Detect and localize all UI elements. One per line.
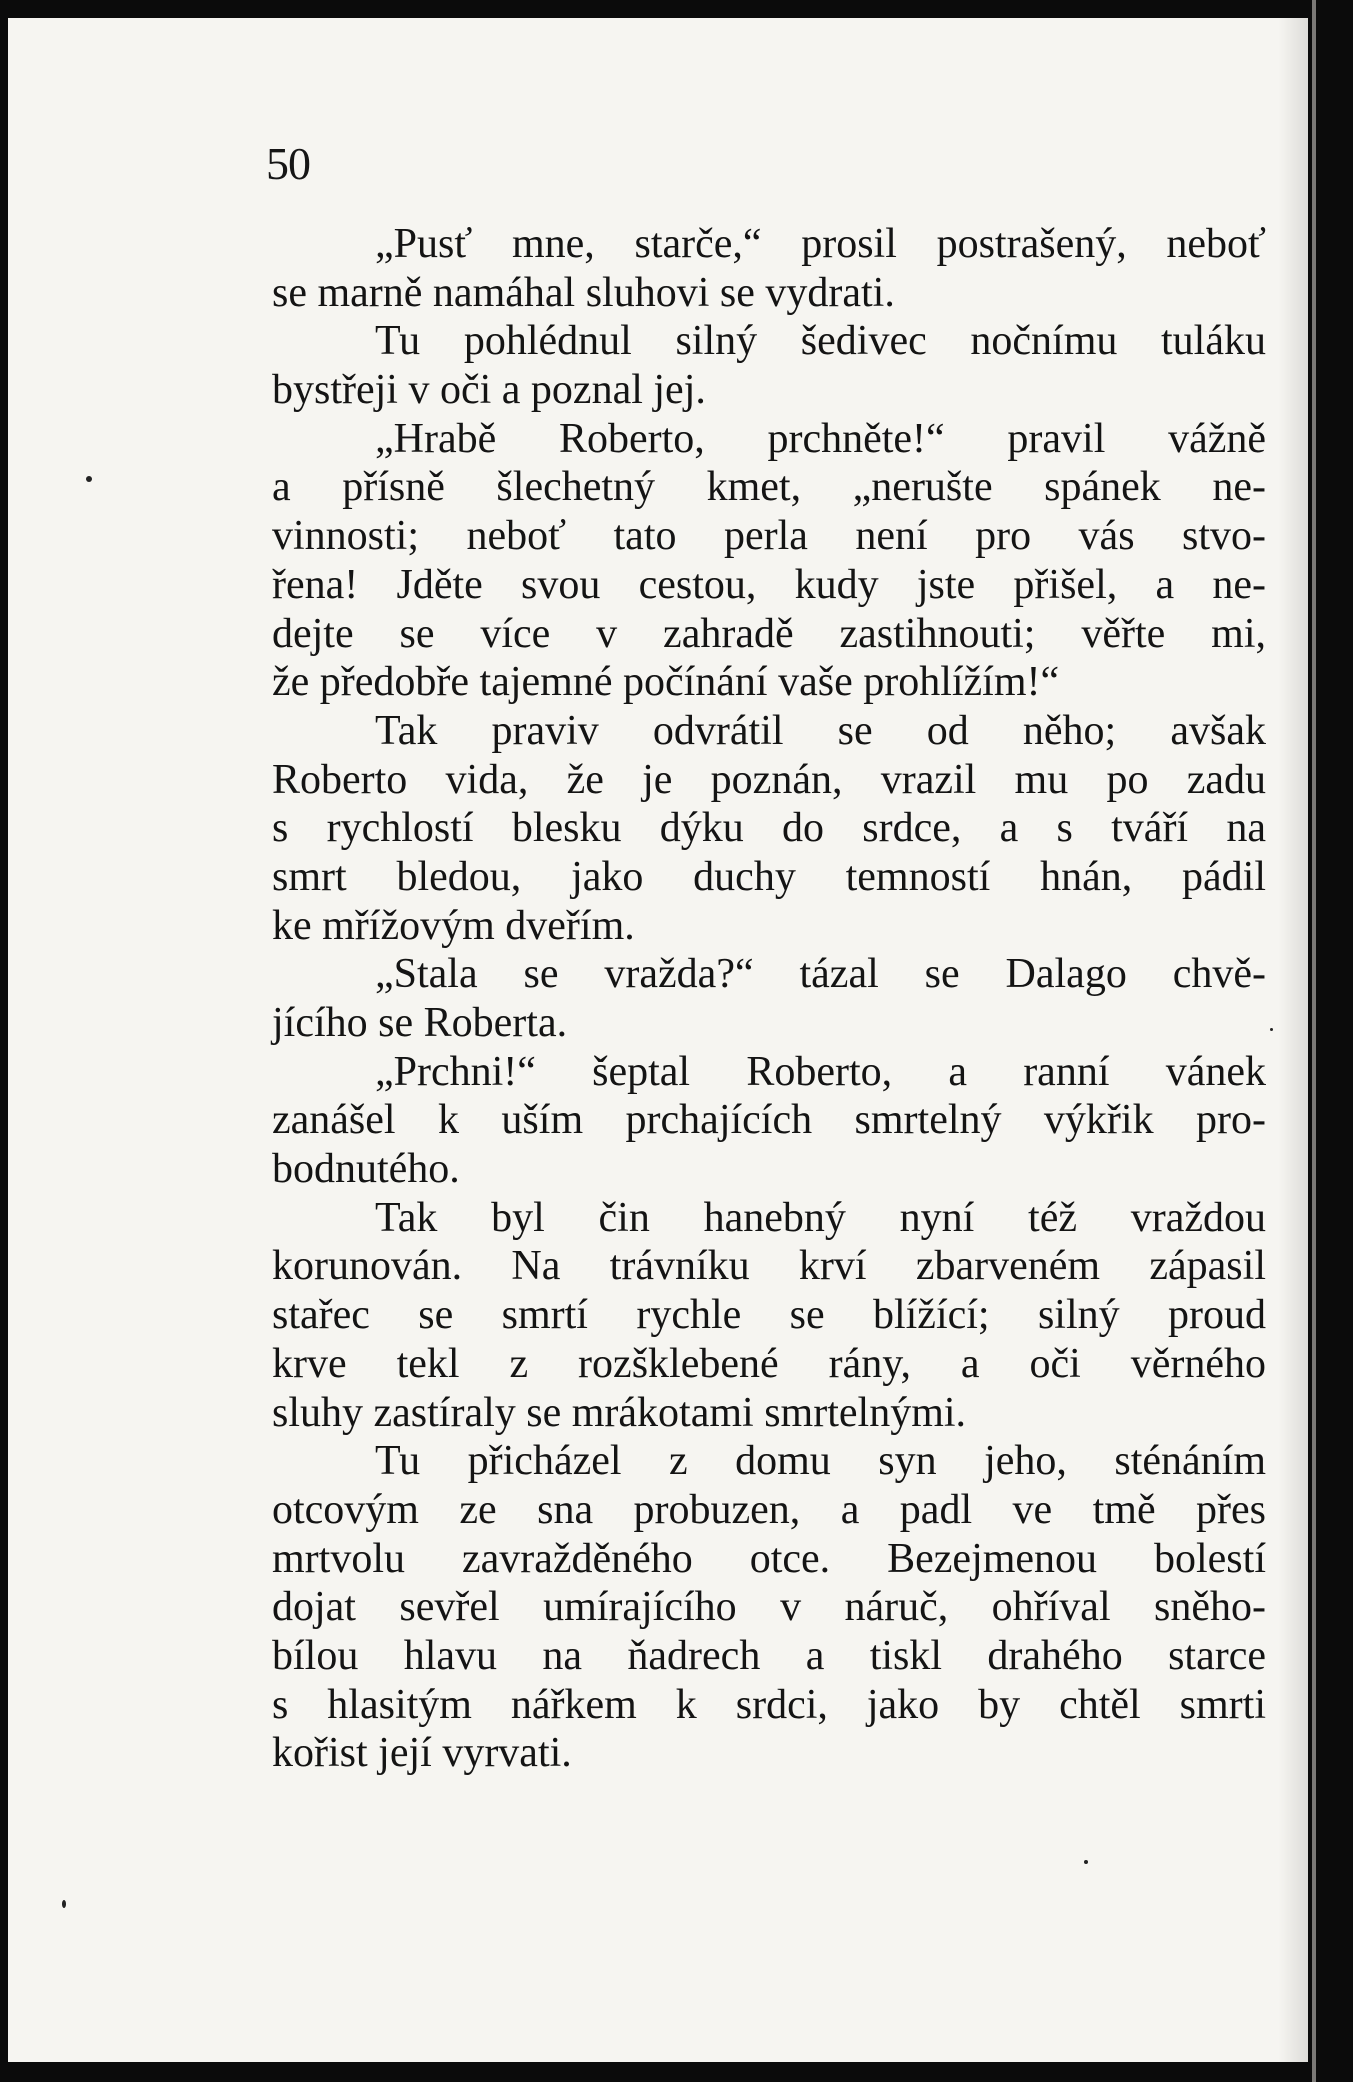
text-line: Tu přicházel z domu syn jeho, sténáním bbox=[375, 1438, 1266, 1485]
text-line: s hlasitým nářkem k srdci, jako by chtěl smrti bbox=[272, 1681, 1266, 1728]
text-line: jícího se Roberta. bbox=[272, 1000, 568, 1046]
text-line: že předobře tajemné počínání vaše prohlížím!“ bbox=[272, 659, 1060, 706]
text-line: s rychlostí blesku dýku do srdce, a s tváří na bbox=[272, 805, 1266, 852]
text-line: zanášel k uším prchajících smrtelný výkřik pro- bbox=[272, 1097, 1266, 1144]
text-line: Tu pohlédnul silný šedivec nočnímu tuláku bbox=[375, 318, 1266, 365]
page-edge bbox=[1312, 0, 1316, 2082]
text-line: řena! Jděte svou cestou, kudy jste přišel, a ne- bbox=[272, 561, 1266, 608]
text-line: bodnutého. bbox=[272, 1146, 460, 1193]
text-body bbox=[272, 220, 1266, 1778]
text-line: a přísně šlechetný kmet, „nerušte spánek ne- bbox=[272, 464, 1266, 511]
ink-speck bbox=[62, 1900, 66, 1908]
text-line: kořist její vyrvati. bbox=[272, 1730, 572, 1777]
text-line: dojat sevřel umírajícího v náruč, ohříval sněho- bbox=[272, 1584, 1266, 1631]
book-page bbox=[8, 18, 1308, 2062]
text-line: vinnosti; neboť tato perla není pro vás stvo- bbox=[272, 513, 1266, 560]
ink-speck bbox=[1084, 1860, 1088, 1864]
text-line: mrtvolu zavražděného otce. Bezejmenou bolestí bbox=[272, 1535, 1266, 1582]
text-line: stařec se smrtí rychle se blížící; silný proud bbox=[272, 1292, 1266, 1339]
text-line: smrt bledou, jako duchy temností hnán, pádil bbox=[272, 853, 1266, 900]
text-line: bílou hlavu na ňadrech a tiskl drahého starce bbox=[272, 1632, 1266, 1679]
page-number: 50 bbox=[266, 138, 310, 189]
text-line: sluhy zastíraly se mrákotami smrtelnými. bbox=[272, 1389, 967, 1436]
text-line: Tak byl čin hanebný nyní též vraždou bbox=[375, 1194, 1266, 1241]
text-line: Tak praviv odvrátil se od něho; avšak bbox=[375, 707, 1266, 754]
text-line: otcovým ze sna probuzen, a padl ve tmě přes bbox=[272, 1486, 1266, 1533]
text-line: „Prchni!“ šeptal Roberto, a ranní vánek bbox=[375, 1048, 1266, 1095]
text-line: bystřeji v oči a poznal jej. bbox=[272, 367, 706, 414]
text-line: „Pusť mne, starče,“ prosil postrašený, neboť bbox=[375, 221, 1266, 267]
ink-speck bbox=[1270, 1028, 1273, 1031]
text-line: se marně namáhal sluhovi se vydrati. bbox=[272, 269, 895, 316]
text-line: „Hrabě Roberto, prchněte!“ pravil vážně bbox=[375, 415, 1266, 462]
text-line: „Stala se vražda?“ tázal se Dalago chvě- bbox=[375, 951, 1266, 998]
text-line: ke mřížovým dveřím. bbox=[272, 902, 635, 949]
text-line: krve tekl z rozšklebené rány, a oči věrného bbox=[272, 1340, 1266, 1387]
text-line: korunován. Na trávníku krví zbarveném zápasil bbox=[272, 1243, 1266, 1290]
text-line: dejte se více v zahradě zastihnouti; věřte mi, bbox=[272, 610, 1266, 657]
ink-speck bbox=[86, 476, 92, 482]
text-line: Roberto vida, že je poznán, vrazil mu po zadu bbox=[272, 756, 1266, 803]
